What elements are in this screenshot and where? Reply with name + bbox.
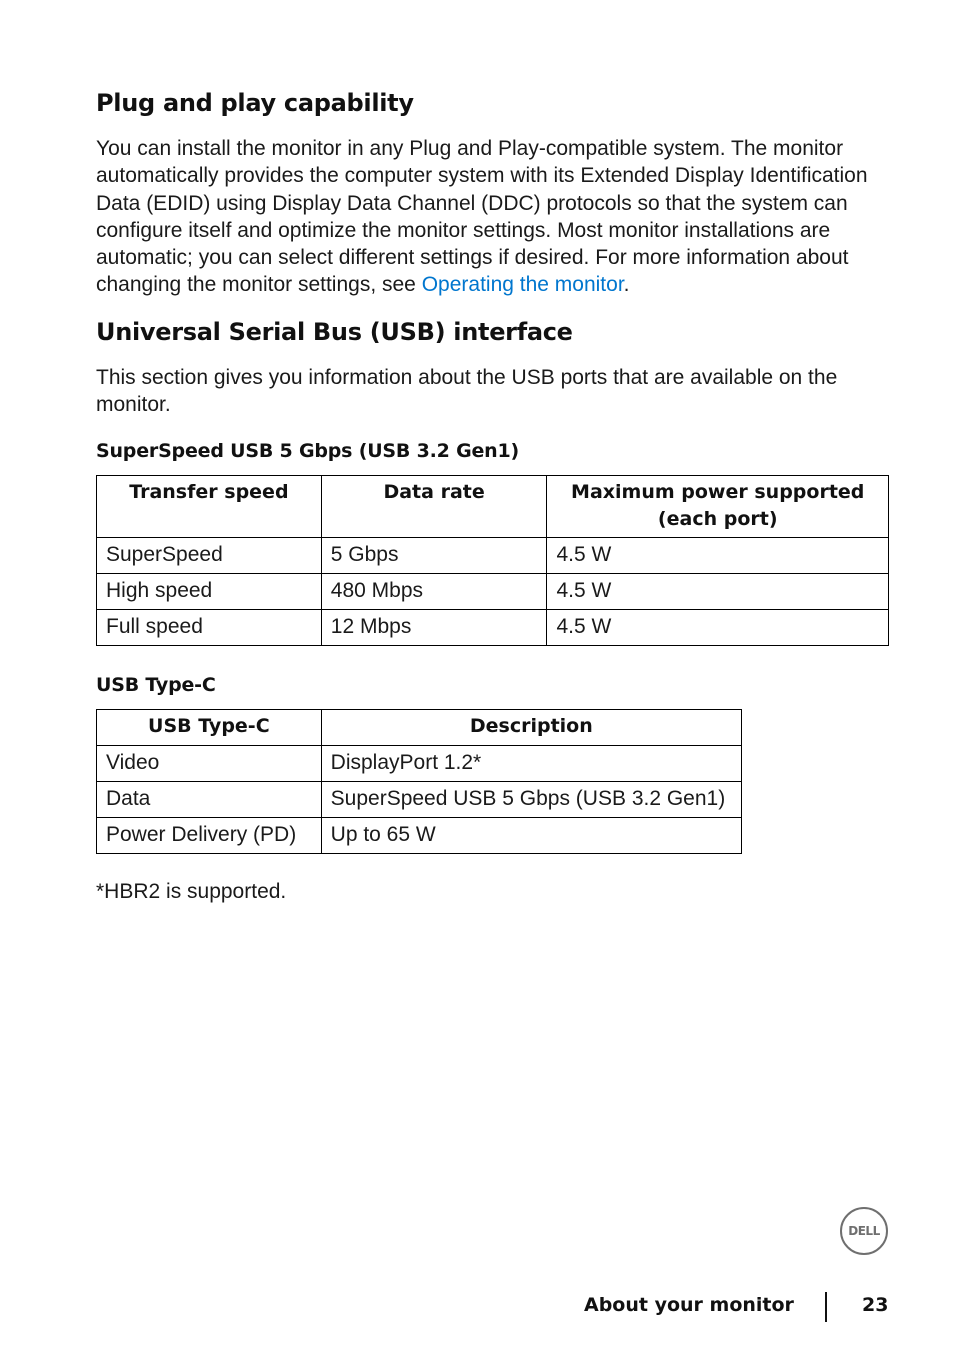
usb-interface-heading: Universal Serial Bus (USB) interface bbox=[96, 318, 573, 346]
plug-and-play-heading: Plug and play capability bbox=[96, 89, 414, 117]
table-cell: Video bbox=[97, 746, 322, 782]
table-row bbox=[97, 818, 742, 854]
table-row bbox=[97, 538, 889, 574]
table-row bbox=[97, 746, 742, 782]
plug-and-play-body: You can install the monitor in any Plug and Play-compatible system. The monitor automatically provides the computer system with its Extended Display Identification Data (EDID) using Display Data Channel (DDC) protocols so that the system can configure itself and optimize the monitor settings. Most monitor installations are automatic; you can select different settings if desired. For more information about changing the monitor settings, see bbox=[96, 137, 868, 297]
usb-type-c-table bbox=[96, 709, 742, 854]
header-max-power: Maximum power supported (each port) bbox=[547, 476, 889, 538]
table-header-row bbox=[97, 710, 742, 746]
table-cell: Full speed bbox=[97, 610, 322, 646]
footnote: *HBR2 is supported. bbox=[96, 880, 287, 903]
table-cell: 480 Mbps bbox=[321, 574, 547, 610]
superspeed-table bbox=[96, 475, 889, 646]
header-transfer-speed: Transfer speed bbox=[97, 476, 322, 538]
table-row bbox=[97, 574, 889, 610]
table-cell: 4.5 W bbox=[547, 574, 889, 610]
dell-logo-icon: DELL bbox=[840, 1207, 888, 1255]
table-cell: 12 Mbps bbox=[321, 610, 547, 646]
header-data-rate: Data rate bbox=[321, 476, 547, 538]
table-cell: Power Delivery (PD) bbox=[97, 818, 322, 854]
footer-divider bbox=[825, 1292, 827, 1322]
superspeed-heading: SuperSpeed USB 5 Gbps (USB 3.2 Gen1) bbox=[96, 440, 519, 462]
page-number: 23 bbox=[862, 1294, 889, 1316]
operating-the-monitor-link[interactable]: Operating the monitor bbox=[421, 273, 624, 297]
usb-interface-paragraph: This section gives you information about the USB ports that are available on the monitor. bbox=[96, 366, 838, 417]
header-usb-type-c: USB Type-C bbox=[97, 710, 322, 746]
table-row bbox=[97, 610, 889, 646]
table-header-row bbox=[97, 476, 889, 538]
table-cell: High speed bbox=[97, 574, 322, 610]
table-cell: Data bbox=[97, 782, 322, 818]
usb-type-c-heading: USB Type-C bbox=[96, 674, 216, 696]
table-cell: 4.5 W bbox=[547, 538, 889, 574]
table-cell: SuperSpeed bbox=[97, 538, 322, 574]
table-cell: 4.5 W bbox=[547, 610, 889, 646]
paragraph-end: . bbox=[623, 273, 630, 297]
table-row bbox=[97, 782, 742, 818]
footer-section-label: About your monitor bbox=[584, 1294, 794, 1316]
header-description: Description bbox=[321, 710, 741, 746]
table-cell: SuperSpeed USB 5 Gbps (USB 3.2 Gen1) bbox=[321, 782, 741, 818]
plug-and-play-paragraph bbox=[96, 135, 896, 299]
table-cell: DisplayPort 1.2* bbox=[321, 746, 741, 782]
table-cell: 5 Gbps bbox=[321, 538, 547, 574]
table-cell: Up to 65 W bbox=[321, 818, 741, 854]
